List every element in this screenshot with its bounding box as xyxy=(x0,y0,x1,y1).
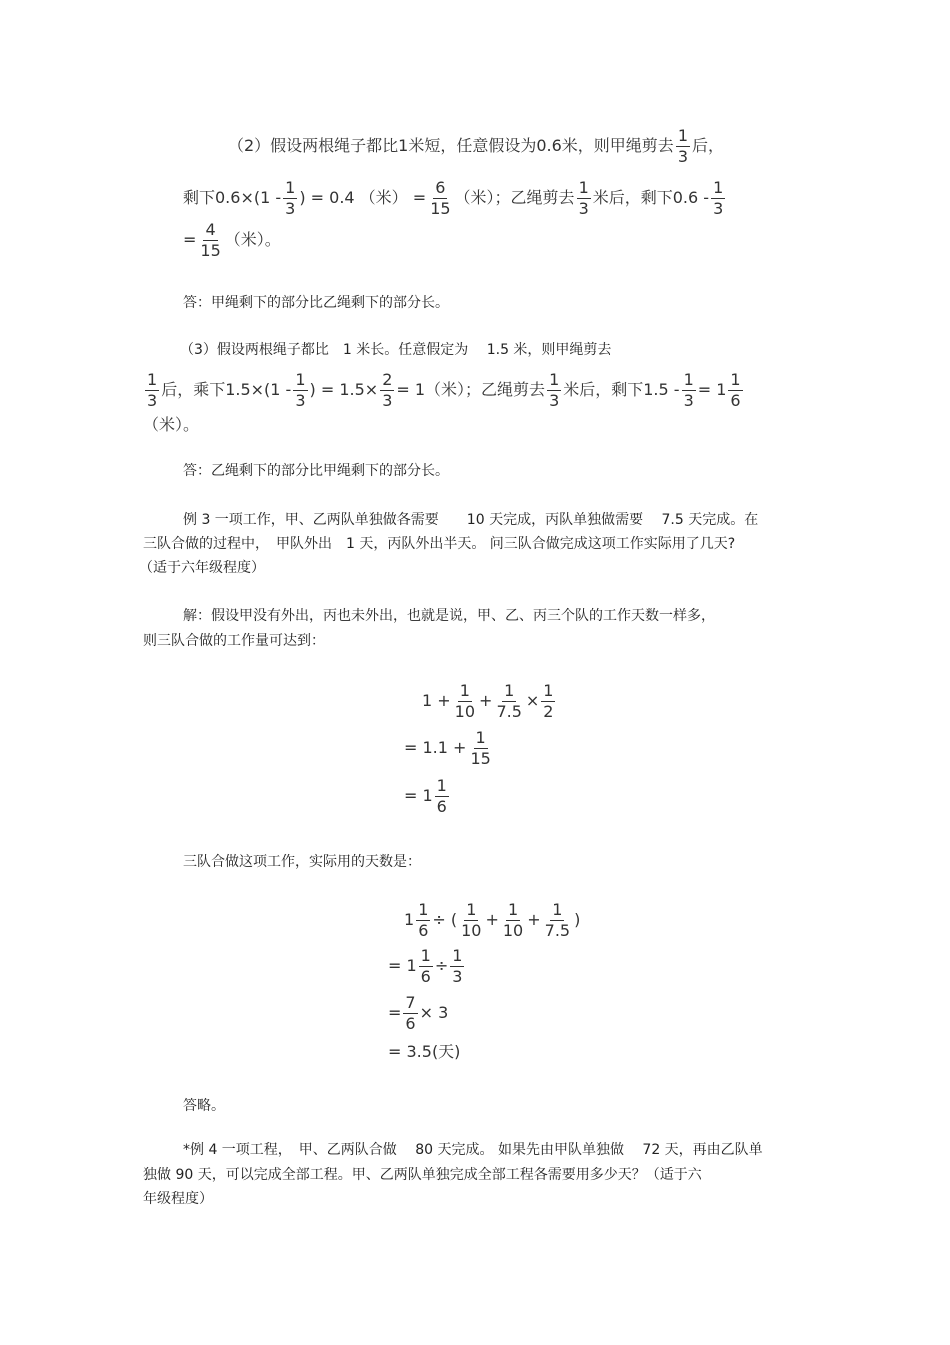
p3-line2: $\frac{1}{3}$ 后，乘下1.5×(1 - $\frac{1}{3}$ ) = 1.5× $\frac{2}{3}$ = 1（米）；乙绳剪去 $\frac{1}{3}$ 米后，剩下1.5 - $\frac{1}{3}$ = 1 $\frac{1}{6}$ xyxy=(147,370,741,410)
p3-line3: （米）。 xyxy=(143,415,200,434)
fraction: $\frac{1}{3}$ xyxy=(452,946,463,986)
ex3-solution-line2: 则三队合做的工作量可达到： xyxy=(143,633,325,649)
fraction: $\frac{1}{6}$ xyxy=(418,900,429,940)
p3-answer: 答：乙绳剩下的部分比甲绳剩下的部分长。 xyxy=(183,463,449,479)
fraction: $\frac{1}{2}$ xyxy=(543,681,554,721)
ex3-solution-line1: 解：假设甲没有外出，丙也未外出，也就是说，甲、乙、丙三个队的工作天数一样多， xyxy=(183,608,715,624)
ex4-line1: *例 4 一项工程， 甲、乙两队合做 80 天完成。 如果先由甲队单独做 72 天，再由乙队单 xyxy=(183,1142,763,1158)
calc-line4: 1 $\frac{1}{6}$ ÷ ( $\frac{1}{10}$ + $\frac{1}{10}$ + $\frac{1}{7.5}$ ) xyxy=(404,900,581,940)
calc-line7: = 3.5(天) xyxy=(388,1042,461,1061)
fraction: $\frac{1}{3}$ xyxy=(295,370,306,410)
ex3-line2: 三队合做的过程中， 甲队外出 1 天，丙队外出半天。 问三队合做完成这项工作实际用了几天? xyxy=(143,536,736,552)
fraction: $\frac{1}{10}$ xyxy=(461,900,482,940)
fraction: $\frac{2}{3}$ xyxy=(382,370,393,410)
days-label: 三队合做这项工作，实际用的天数是： xyxy=(183,854,421,870)
ex4-line3: 年级程度） xyxy=(143,1191,213,1207)
fraction: $\frac{1}{6}$ xyxy=(730,370,741,410)
calc-line1: 1 + $\frac{1}{10}$ + $\frac{1}{7.5}$ × $\frac{1}{2}$ xyxy=(422,681,554,721)
p3-line1: （3）假设两根绳子都比 1 米长。任意假定为 1.5 米，则甲绳剪去 xyxy=(180,342,612,358)
p2-line1: （2）假设两根绳子都比1米短，任意假设为0.6米，则甲绳剪去 $\frac{1}{3}$ 后， xyxy=(228,126,725,166)
p2-answer: 答：甲绳剩下的部分比乙绳剩下的部分长。 xyxy=(183,295,449,311)
ex3-line1: 例 3 一项工作，甲、乙两队单独做各需要 10 天完成，丙队单独做需要 7.5 天完成。在 xyxy=(183,512,759,528)
ex3-line3: （适于六年级程度） xyxy=(139,560,265,576)
fraction: $\frac{1}{3}$ xyxy=(549,370,560,410)
fraction: $\frac{7}{6}$ xyxy=(405,993,416,1033)
calc-line3: = 1 $\frac{1}{6}$ xyxy=(404,776,447,816)
fraction: $\frac{1}{6}$ xyxy=(420,946,431,986)
answer-omitted: 答略。 xyxy=(183,1098,225,1114)
fraction: $\frac{1}{7.5}$ xyxy=(496,681,522,721)
calc-line2: = 1.1 + $\frac{1}{15}$ xyxy=(404,728,491,768)
fraction: $\frac{1}{15}$ xyxy=(470,728,491,768)
fraction: $\frac{1}{3}$ xyxy=(713,178,724,218)
fraction: $\frac{1}{3}$ xyxy=(147,370,158,410)
fraction: $\frac{6}{15}$ xyxy=(430,178,451,218)
fraction: $\frac{1}{3}$ xyxy=(677,126,688,166)
fraction: $\frac{1}{3}$ xyxy=(285,178,296,218)
fraction: $\frac{1}{10}$ xyxy=(502,900,524,940)
ex4-line2: 独做 90 天，可以完成全部工程。甲、乙两队单独完成全部工程各需要用多少天？（适于六 xyxy=(143,1167,702,1183)
fraction: $\frac{1}{6}$ xyxy=(436,776,447,816)
calc-line6: = $\frac{7}{6}$ × 3 xyxy=(388,993,449,1033)
fraction: $\frac{1}{7.5}$ xyxy=(544,900,571,940)
p2-line3: = $\frac{4}{15}$ （米）。 xyxy=(183,220,281,260)
p2-line2: 剩下0.6×(1 - $\frac{1}{3}$ ) = 0.4 （米） = $\frac{6}{15}$ （米）；乙绳剪去 $\frac{1}{3}$ 米后，剩下0.6 - $\frac{1}{3}$ xyxy=(183,178,724,218)
fraction: $\frac{1}{3}$ xyxy=(578,178,589,218)
calc-line5: = 1 $\frac{1}{6}$ ÷ $\frac{1}{3}$ xyxy=(388,946,463,986)
fraction: $\frac{1}{10}$ xyxy=(454,681,476,721)
fraction: $\frac{4}{15}$ xyxy=(200,220,221,260)
fraction: $\frac{1}{3}$ xyxy=(683,370,694,410)
